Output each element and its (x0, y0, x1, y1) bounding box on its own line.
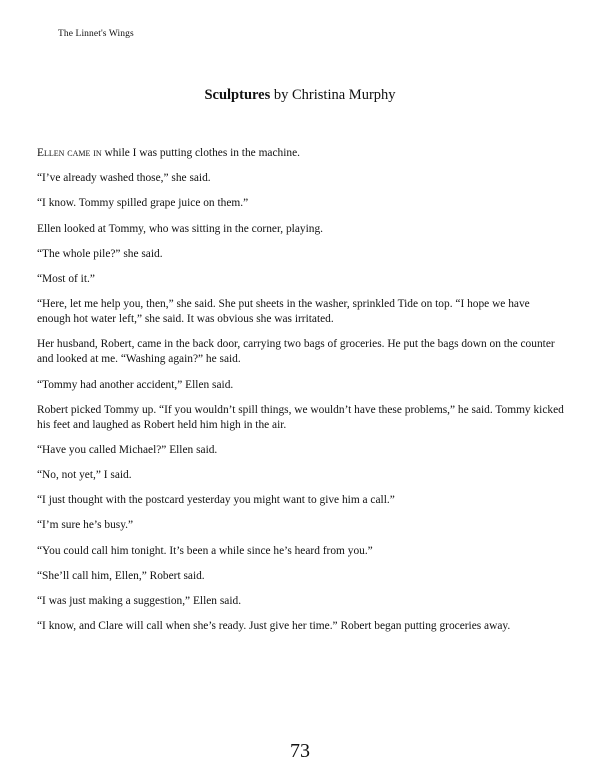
paragraph: “Tommy had another accident,” Ellen said. (37, 378, 234, 391)
paragraph: “No, not yet,” I said. (37, 469, 132, 482)
paragraph: Her husband, Robert, came in the back door, carrying two bags of groceries. He put the bags down on the counter and looked at me. “Washing again?” he said. (37, 338, 555, 366)
paragraph: Robert picked Tommy up. “If you wouldn’t spill things, we wouldn’t have these problems,” he said. Tommy kicked his feet and laughed as Robert held him high in the air. (37, 403, 564, 431)
paragraph: “I know. Tommy spilled grape juice on them.” (37, 197, 249, 210)
opening-first-letter: E (37, 147, 44, 159)
opening-small-caps: llen came in (43, 147, 102, 159)
paragraph: “Have you called Michael?” Ellen said. (37, 443, 218, 456)
paragraph: “Here, let me help you, then,” she said. She put sheets in the washer, sprinkled Tide on top. “I hope we have enough hot water left,” she said. It was obvious she was irritated. (37, 298, 530, 326)
story-title-line (0, 87, 600, 104)
paragraph: “You could call him tonight. It’s been a while since he’s heard from you.” (37, 544, 373, 557)
story-title: Sculptures (204, 87, 271, 103)
story-byline: by Christina Murphy (273, 87, 396, 103)
paragraph: “She’ll call him, Ellen,” Robert said. (37, 569, 205, 582)
paragraph: “I’ve already washed those,” she said. (37, 172, 211, 185)
paragraph: “I was just making a suggestion,” Ellen said. (37, 595, 242, 607)
story-body (37, 146, 565, 644)
paragraph: Ellen looked at Tommy, who was sitting in the corner, playing. (37, 222, 323, 235)
paragraph: “I know, and Clare will call when she’s ready. Just give her time.” Robert began putting groceries away. (37, 620, 511, 633)
paragraph: “I just thought with the postcard yesterday you might want to give him a call.” (37, 494, 395, 507)
paragraph: “Most of it.” (37, 272, 95, 285)
paragraph: “The whole pile?” she said. (37, 247, 163, 260)
opening-rest: while I was putting clothes in the machine. (101, 147, 300, 159)
page-number: 73 (290, 740, 310, 762)
opening-paragraph (37, 146, 565, 161)
paragraph: “I’m sure he’s busy.” (37, 519, 134, 532)
running-header: The Linnet's Wings (58, 29, 134, 39)
